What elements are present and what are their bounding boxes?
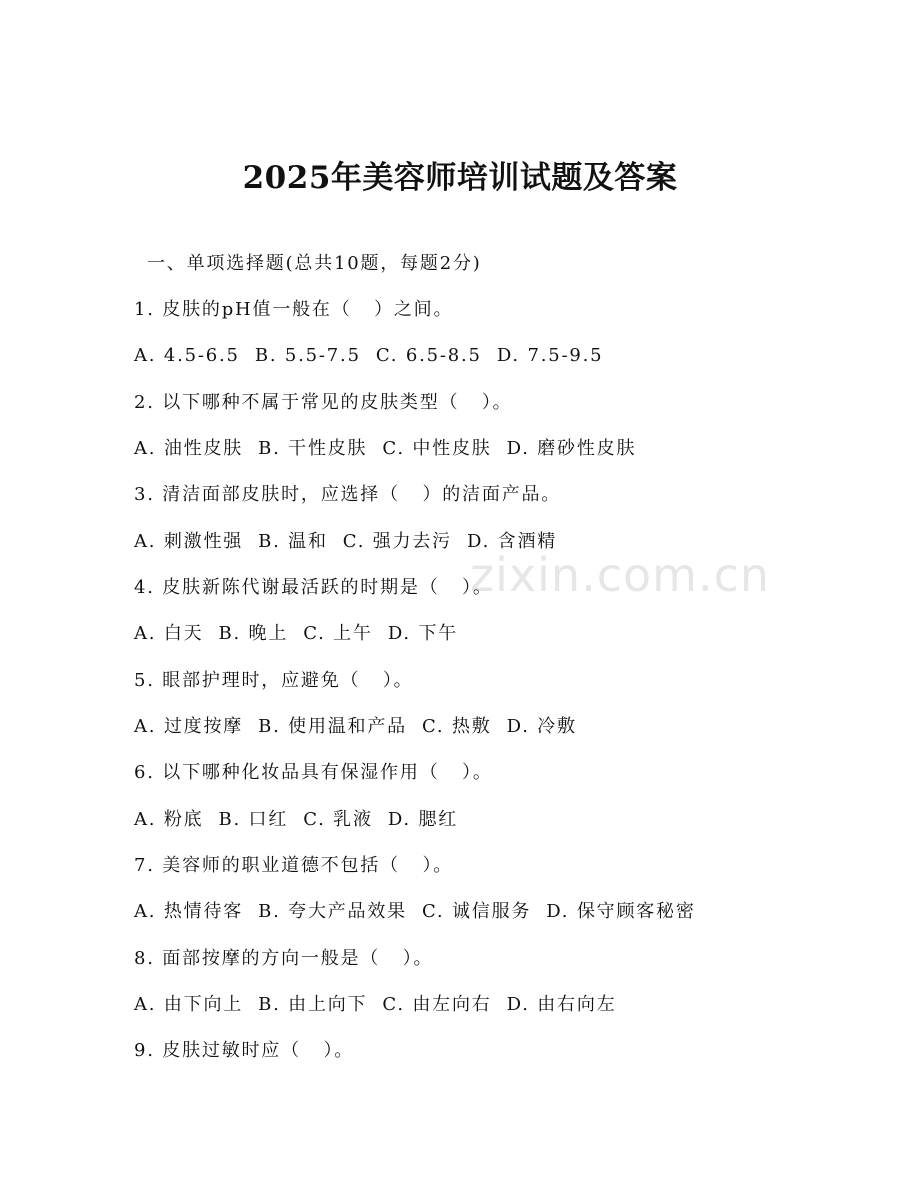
question-stem: 5. 眼部护理时，应避免（ ）。 <box>134 670 414 691</box>
question-options: A. 过度按摩 B. 使用温和产品 C. 热敷 D. 冷敷 <box>134 716 577 737</box>
question-stem: 1. 皮肤的pH值一般在（ ）之间。 <box>134 299 454 320</box>
section-heading: 一、单项选择题(总共10题，每题2分) <box>147 253 482 274</box>
question-options: A. 4.5-6.5 B. 5.5-7.5 C. 6.5-8.5 D. 7.5-9.5 <box>134 345 604 366</box>
question-stem: 6. 以下哪种化妆品具有保湿作用（ ）。 <box>134 762 493 783</box>
question-options: A. 白天 B. 晚上 C. 上午 D. 下午 <box>134 623 459 644</box>
document-title: 2025年美容师培训试题及答案 <box>242 160 678 196</box>
question-options: A. 由下向上 B. 由上向下 C. 由左向右 D. 由右向左 <box>134 994 617 1015</box>
question-stem: 8. 面部按摩的方向一般是（ ）。 <box>134 948 434 969</box>
question-stem: 3. 清洁面部皮肤时，应选择（ ）的洁面产品。 <box>134 484 562 505</box>
question-options: A. 粉底 B. 口红 C. 乳液 D. 腮红 <box>134 809 459 830</box>
question-options: A. 热情待客 B. 夸大产品效果 C. 诚信服务 D. 保守顾客秘密 <box>134 901 696 922</box>
watermark: zixin.com.cn <box>470 548 771 602</box>
question-stem: 2. 以下哪种不属于常见的皮肤类型（ ）。 <box>134 392 513 413</box>
question-stem: 4. 皮肤新陈代谢最活跃的时期是（ ）。 <box>134 577 493 598</box>
question-stem: 9. 皮肤过敏时应（ ）。 <box>134 1040 355 1061</box>
question-options: A. 刺激性强 B. 温和 C. 强力去污 D. 含酒精 <box>134 531 558 552</box>
question-stem: 7. 美容师的职业道德不包括（ ）。 <box>134 855 454 876</box>
question-options: A. 油性皮肤 B. 干性皮肤 C. 中性皮肤 D. 磨砂性皮肤 <box>134 438 637 459</box>
